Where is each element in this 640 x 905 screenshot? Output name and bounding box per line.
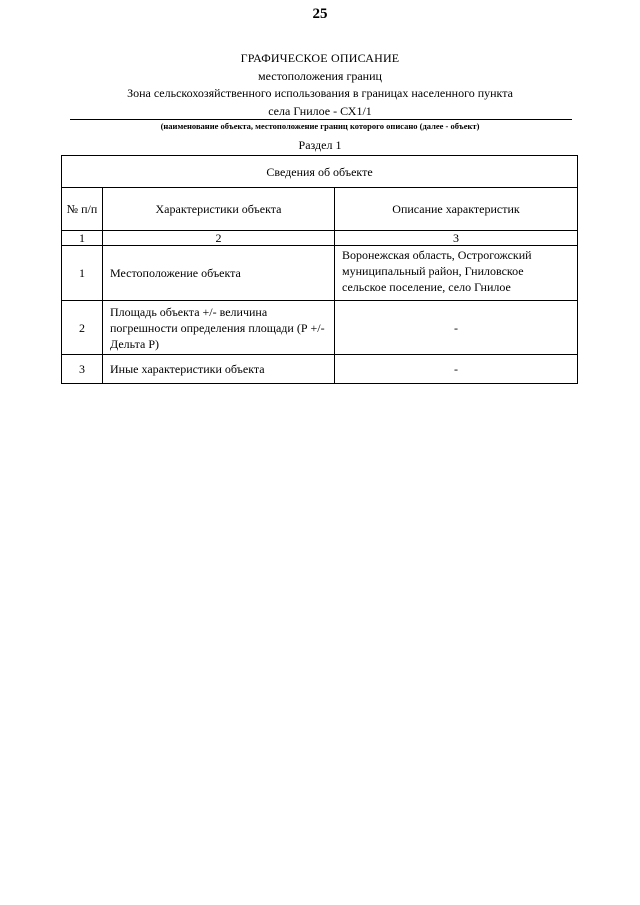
column-number: 2 — [103, 231, 335, 246]
title-line-4: села Гнилое - СХ1/1 — [268, 103, 372, 118]
object-info-table — [61, 155, 578, 384]
column-header-description: Описание характеристик — [335, 188, 578, 231]
column-number-row — [62, 231, 578, 246]
row-characteristic: Площадь объекта +/- величина погрешности определения площади (Р +/- Дельта Р) — [103, 301, 335, 355]
column-header-row — [62, 188, 578, 231]
object-caption: (наименование объекта, местоположение границ которого описано (далее - объект) — [160, 121, 480, 131]
table-title: Сведения об объекте — [62, 156, 578, 188]
page-number: 25 — [312, 6, 328, 22]
row-description: - — [335, 355, 578, 384]
row-number: 2 — [62, 301, 103, 355]
column-number: 1 — [62, 231, 103, 246]
title-block — [60, 50, 580, 120]
title-line-3: Зона сельскохозяйственного использования в границах населенного пункта — [127, 86, 513, 100]
column-number: 3 — [335, 231, 578, 246]
row-characteristic: Иные характеристики объекта — [103, 355, 335, 384]
table-row — [62, 301, 578, 355]
row-description: Воронежская область, Острогожский муниципальный район, Гниловское сельское поселение, село Гнилое — [335, 246, 578, 301]
row-number: 3 — [62, 355, 103, 384]
table-title-row — [62, 156, 578, 188]
title-line-2: местоположения границ — [258, 68, 382, 83]
row-characteristic: Местоположение объекта — [103, 246, 335, 301]
row-description: - — [335, 301, 578, 355]
table-row — [62, 246, 578, 301]
row-number: 1 — [62, 246, 103, 301]
column-header-num: № п/п — [62, 188, 103, 231]
section-label: Раздел 1 — [298, 138, 342, 152]
table-row — [62, 355, 578, 384]
document-title: ГРАФИЧЕСКОЕ ОПИСАНИЕ — [240, 51, 400, 65]
column-header-characteristic: Характеристики объекта — [103, 188, 335, 231]
title-underline — [70, 119, 572, 120]
